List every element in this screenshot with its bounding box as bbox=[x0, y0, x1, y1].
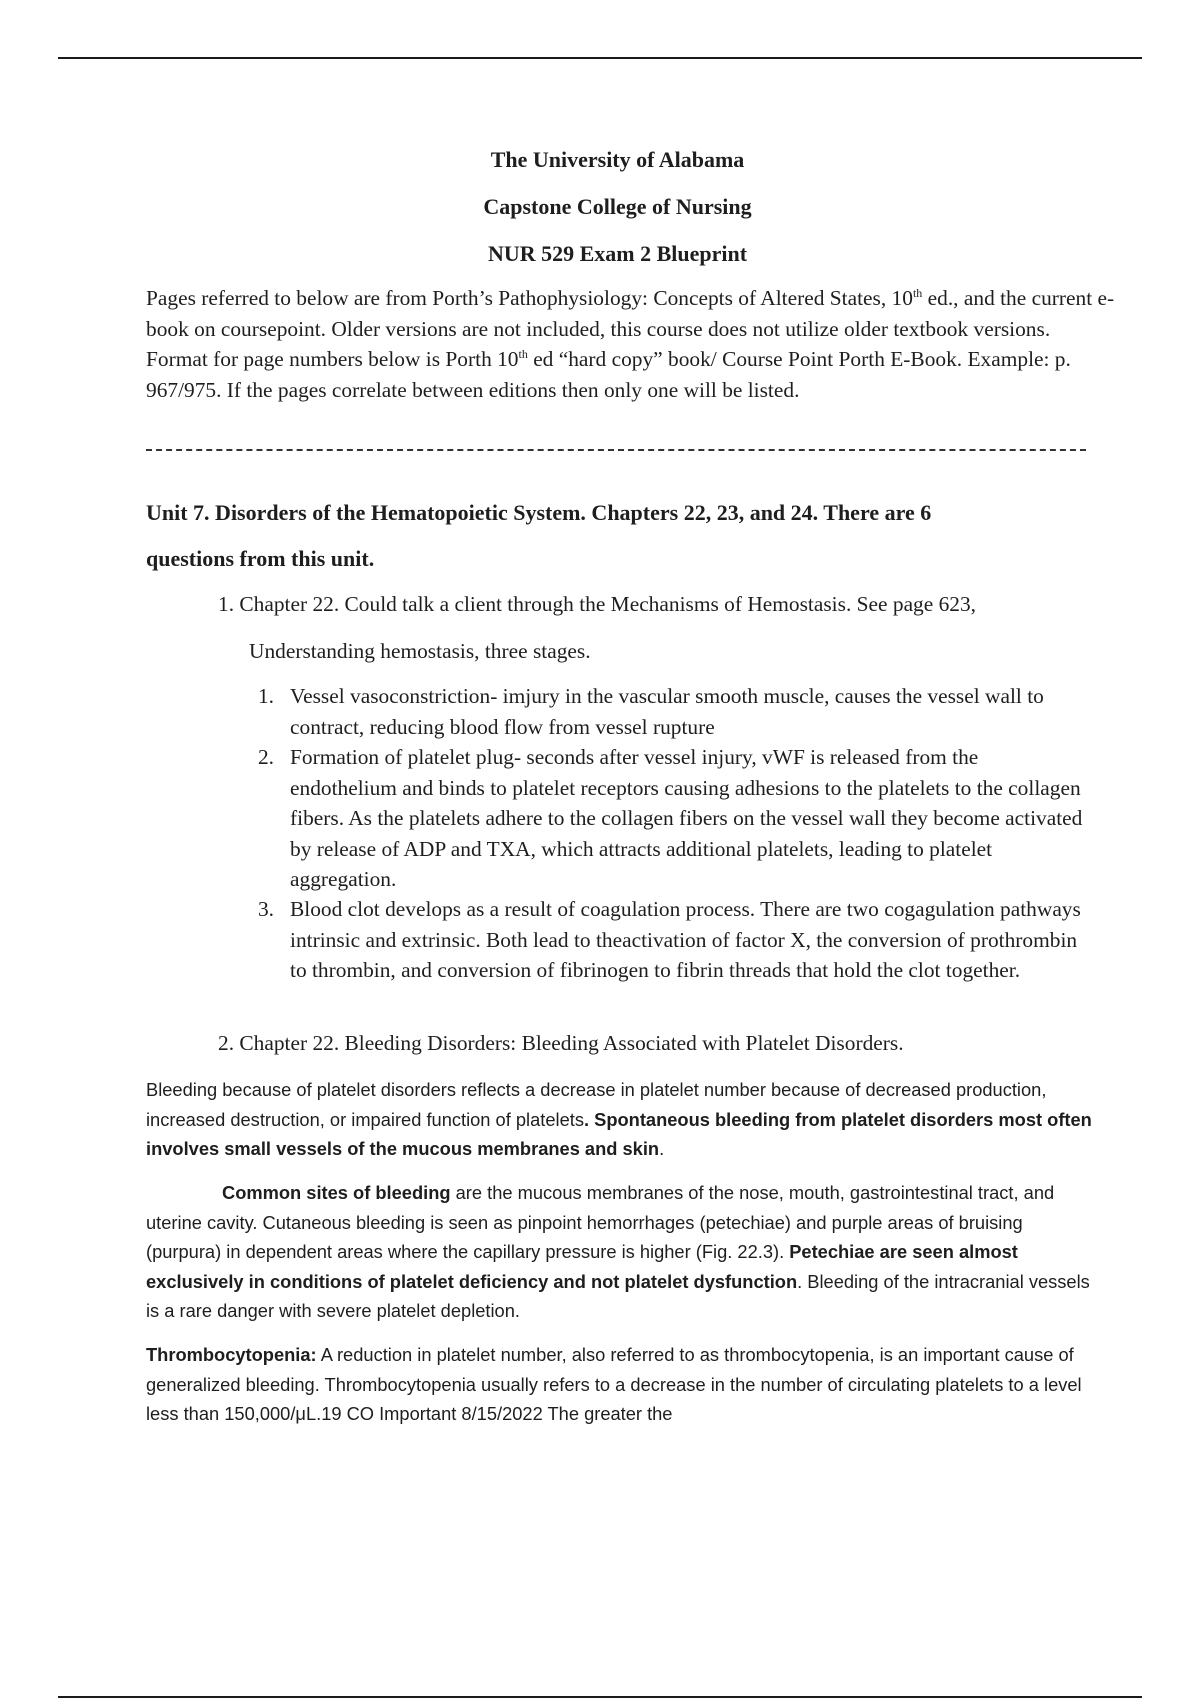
college-title: Capstone College of Nursing bbox=[483, 194, 752, 219]
unit-heading-line1: Unit 7. Disorders of the Hematopoietic System. Chapters 22, 23, and 24. There are 6 bbox=[146, 500, 932, 525]
exam-title: NUR 529 Exam 2 Blueprint bbox=[487, 241, 748, 266]
dashed-divider bbox=[146, 449, 1086, 451]
intro-paragraph: Pages referred to below are from Porth’s Pathophysiology: Concepts of Altered States, 10th ed., and the current e-book on coursepoint. Older versions are not included, this course does not utilize older textbook versions. Format for page numbers below is Porth 10th ed “hard copy” book/ Course Point Porth E-Book. Example: p. 967/975. If the pages correlate between editions then only one will be listed. bbox=[146, 285, 1115, 402]
item2-line: 2. Chapter 22. Bleeding Disorders: Bleeding Associated with Platelet Disorders. bbox=[218, 1031, 904, 1055]
item1-line1: 1. Chapter 22. Could talk a client through the Mechanisms of Hemostasis. See page 623, bbox=[218, 592, 977, 616]
item1-line2: Understanding hemostasis, three stages. bbox=[249, 639, 591, 663]
bleeding-sites-paragraph: Common sites of bleeding are the mucous membranes of the nose, mouth, gastrointestinal tract, and uterine cavity. Cutaneous bleeding is seen as pinpoint hemorrhages (petechiae) and purple areas of bruising (purpura) in dependent areas where the capillary pressure is higher (Fig. 22.3). Petechiae are seen almost exclusively in conditions of platelet deficiency and not platelet dysfunction. Bleeding of the intracranial vessels is a rare danger with severe platelet depletion. bbox=[146, 1182, 1090, 1322]
top-rule bbox=[58, 57, 1142, 59]
university-title: The University of Alabama bbox=[490, 147, 745, 172]
thrombocytopenia-paragraph: Thrombocytopenia: A reduction in platelet number, also referred to as thrombocytopenia, is an important cause of generalized bleeding. Thrombocytopenia usually refers to a decrease in the number of circulating platelets to a level less than 150,000/μL.19 CO Important 8/15/2022 The greater the bbox=[146, 1344, 1082, 1425]
bottom-rule bbox=[58, 1696, 1142, 1698]
platelet-paragraph: Bleeding because of platelet disorders reflects a decrease in platelet number because of decreased production, increased destruction, or impaired function of platelets. Spontaneous bleeding from platelet disorders most often involves small vessels of the mucous membranes and skin. bbox=[146, 1079, 1092, 1160]
unit-heading-line2: questions from this unit. bbox=[146, 546, 375, 571]
